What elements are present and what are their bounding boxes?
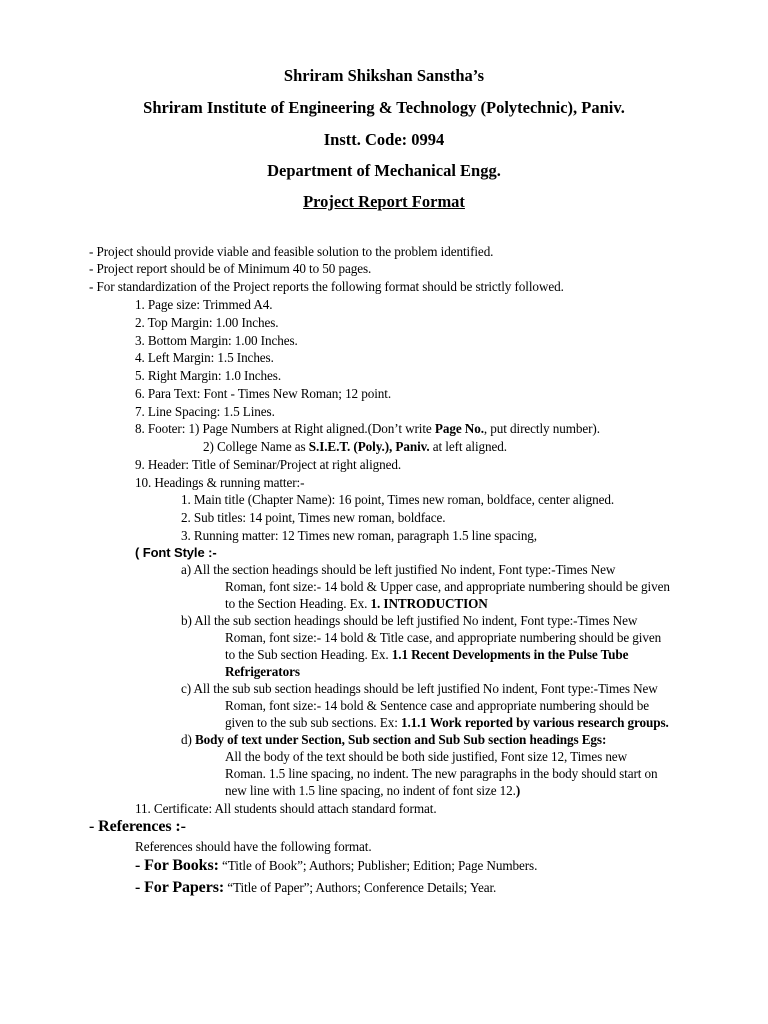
item-main-title: 1. Main title (Chapter Name): 16 point, Times new roman, boldface, center aligned. — [181, 492, 615, 507]
item-footer-2: 2) College Name as S.I.E.T. (Poly.), Paniv. at left aligned. — [203, 439, 507, 454]
references-heading: - References :- — [89, 818, 186, 835]
font-style-b-2: Roman, font size:- 14 bold & Title case, and appropriate numbering should be given — [225, 630, 662, 645]
font-style-c-1: c) All the sub sub section headings should be left justified No indent, Font type:-Times New — [181, 681, 658, 696]
sanstha-name: Shriram Shikshan Sanstha’s — [283, 66, 485, 85]
item-certificate: 11. Certificate: All students should attach standard format. — [135, 801, 437, 816]
font-style-a-2: Roman, font size:- 14 bold & Upper case, and appropriate numbering should be given — [225, 579, 670, 594]
references-intro: References should have the following format. — [135, 839, 372, 854]
intro-line-3: - For standardization of the Project reports the following format should be strictly followed. — [89, 279, 564, 294]
item-para-text: 6. Para Text: Font - Times New Roman; 12 point. — [135, 386, 392, 401]
item-left-margin: 4. Left Margin: 1.5 Inches. — [135, 350, 274, 365]
item-page-size: 1. Page size: Trimmed A4. — [135, 297, 273, 312]
institute-code: Instt. Code: 0994 — [323, 130, 445, 149]
font-style-b-1: b) All the sub section headings should be left justified No indent, Font type:-Times New — [181, 613, 638, 628]
item-line-spacing: 7. Line Spacing: 1.5 Lines. — [135, 404, 275, 419]
item-running-matter: 3. Running matter: 12 Times new roman, paragraph 1.5 line spacing, — [181, 528, 537, 543]
institute-name: Shriram Institute of Engineering & Technology (Polytechnic), Paniv. — [143, 98, 625, 117]
font-style-heading: ( Font Style :- — [135, 545, 217, 560]
font-style-b-3: to the Sub section Heading. Ex. 1.1 Recent Developments in the Pulse Tube — [225, 647, 629, 662]
font-style-a-1: a) All the section headings should be left justified No indent, Font type:-Times New — [181, 562, 616, 577]
font-style-d-4: new line with 1.5 line spacing, no indent of font size 12.) — [225, 783, 521, 798]
font-style-b-4: Refrigerators — [225, 664, 300, 679]
intro-line-1: - Project should provide viable and feasible solution to the problem identified. — [89, 244, 494, 259]
references-books: - For Books: “Title of Book”; Authors; Publisher; Edition; Page Numbers. — [135, 857, 538, 874]
intro-line-2: - Project report should be of Minimum 40 to 50 pages. — [89, 261, 372, 276]
page-title: Project Report Format — [303, 192, 465, 211]
item-bottom-margin: 3. Bottom Margin: 1.00 Inches. — [135, 333, 298, 348]
references-papers: - For Papers: “Title of Paper”; Authors; Conference Details; Year. — [135, 879, 497, 896]
font-style-c-3: given to the sub sub sections. Ex: 1.1.1 Work reported by various research groups. — [225, 715, 669, 730]
font-style-c-2: Roman, font size:- 14 bold & Sentence case and appropriate numbering should be — [225, 698, 649, 713]
font-style-d-3: Roman. 1.5 line spacing, no indent. The new paragraphs in the body should start on — [225, 766, 658, 781]
item-right-margin: 5. Right Margin: 1.0 Inches. — [135, 368, 282, 383]
font-style-a-3: to the Section Heading. Ex. 1. INTRODUCTION — [225, 596, 488, 611]
item-header: 9. Header: Title of Seminar/Project at right aligned. — [135, 457, 402, 472]
item-sub-titles: 2. Sub titles: 14 point, Times new roman, boldface. — [181, 510, 446, 525]
item-footer-1: 8. Footer: 1) Page Numbers at Right aligned.(Don’t write Page No., put directly number). — [135, 421, 600, 436]
font-style-d-2: All the body of the text should be both side justified, Font size 12, Times new — [225, 749, 627, 764]
font-style-d-1: d) Body of text under Section, Sub section and Sub Sub section headings Egs: — [181, 732, 607, 747]
department-name: Department of Mechanical Engg. — [267, 161, 501, 180]
item-headings: 10. Headings & running matter:- — [135, 475, 305, 490]
item-top-margin: 2. Top Margin: 1.00 Inches. — [135, 315, 279, 330]
